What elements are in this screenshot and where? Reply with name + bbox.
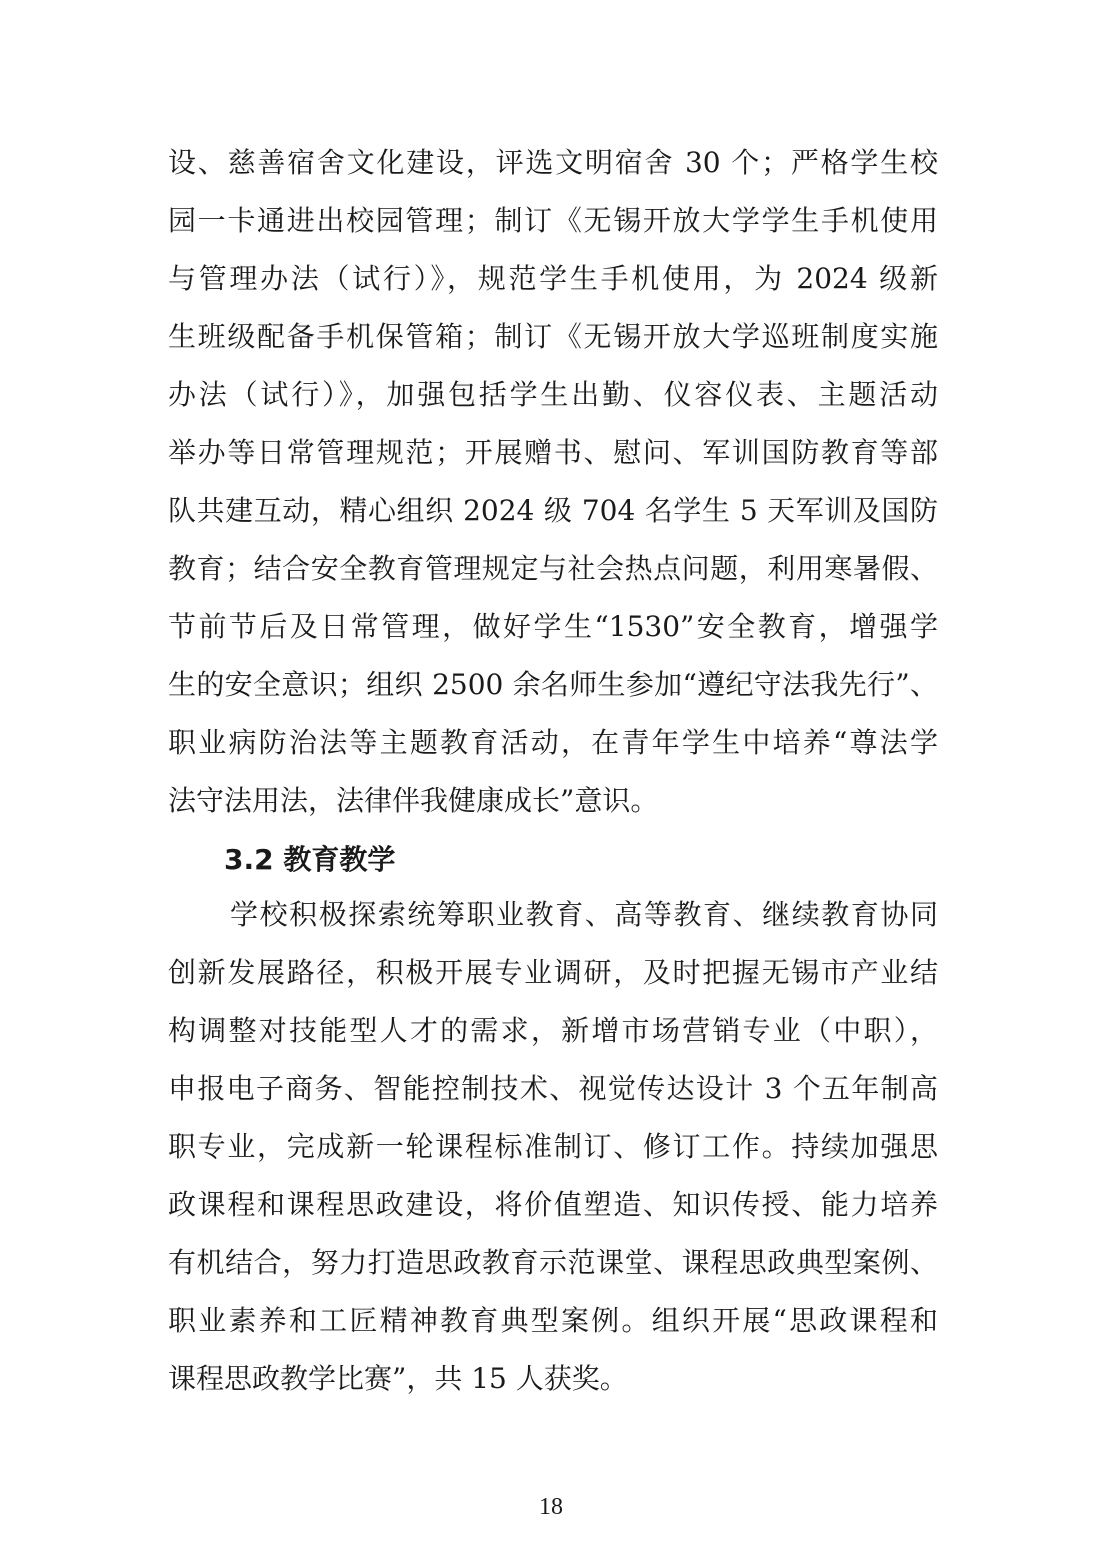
paragraph-line: 申报电子商务、智能控制技术、视觉传达设计 3 个五年制高 [168,1072,938,1105]
section-heading: 3.2 教育教学 [224,843,396,876]
paragraph-line: 政课程和课程思政建设，将价值塑造、知识传授、能力培养 [168,1188,938,1221]
paragraph-line: 生的安全意识；组织 2500 余名师生参加“遵纪守法我先行”、 [168,668,938,701]
paragraph-line: 职业素养和工匠精神教育典型案例。组织开展“思政课程和 [168,1304,938,1337]
paragraph-line: 职专业，完成新一轮课程标准制订、修订工作。持续加强思 [168,1130,938,1163]
paragraph-line: 职业病防治法等主题教育活动，在青年学生中培养“尊法学 [168,726,938,759]
paragraph-line: 有机结合，努力打造思政教育示范课堂、课程思政典型案例、 [168,1246,938,1279]
paragraph-line: 园一卡通进出校园管理；制订《无锡开放大学学生手机使用 [168,204,938,237]
paragraph-line: 队共建互动，精心组织 2024 级 704 名学生 5 天军训及国防 [168,494,938,527]
paragraph-line: 构调整对技能型人才的需求，新增市场营销专业（中职）， [168,1014,938,1047]
paragraph-line: 法守法用法，法律伴我健康成长”意识。 [168,784,659,817]
paragraph-line: 设、慈善宿舍文化建设，评选文明宿舍 30 个；严格学生校 [168,146,938,179]
paragraph-line: 举办等日常管理规范；开展赠书、慰问、军训国防教育等部 [168,436,938,469]
paragraph-line: 学校积极探索统筹职业教育、高等教育、继续教育协同 [230,898,938,931]
paragraph-line: 生班级配备手机保管箱；制订《无锡开放大学巡班制度实施 [168,320,938,353]
paragraph-line: 办法（试行）》，加强包括学生出勤、仪容仪表、主题活动 [168,378,938,411]
paragraph-line: 创新发展路径，积极开展专业调研，及时把握无锡市产业结 [168,956,938,989]
paragraph-line: 课程思政教学比赛”，共 15 人获奖。 [168,1362,628,1395]
paragraph-line: 与管理办法（试行）》，规范学生手机使用，为 2024 级新 [168,262,938,295]
paragraph-line: 教育；结合安全教育管理规定与社会热点问题，利用寒暑假、 [168,552,938,585]
paragraph-line: 节前节后及日常管理，做好学生“1530”安全教育，增强学 [168,610,938,643]
page-number: 18 [539,1494,563,1520]
